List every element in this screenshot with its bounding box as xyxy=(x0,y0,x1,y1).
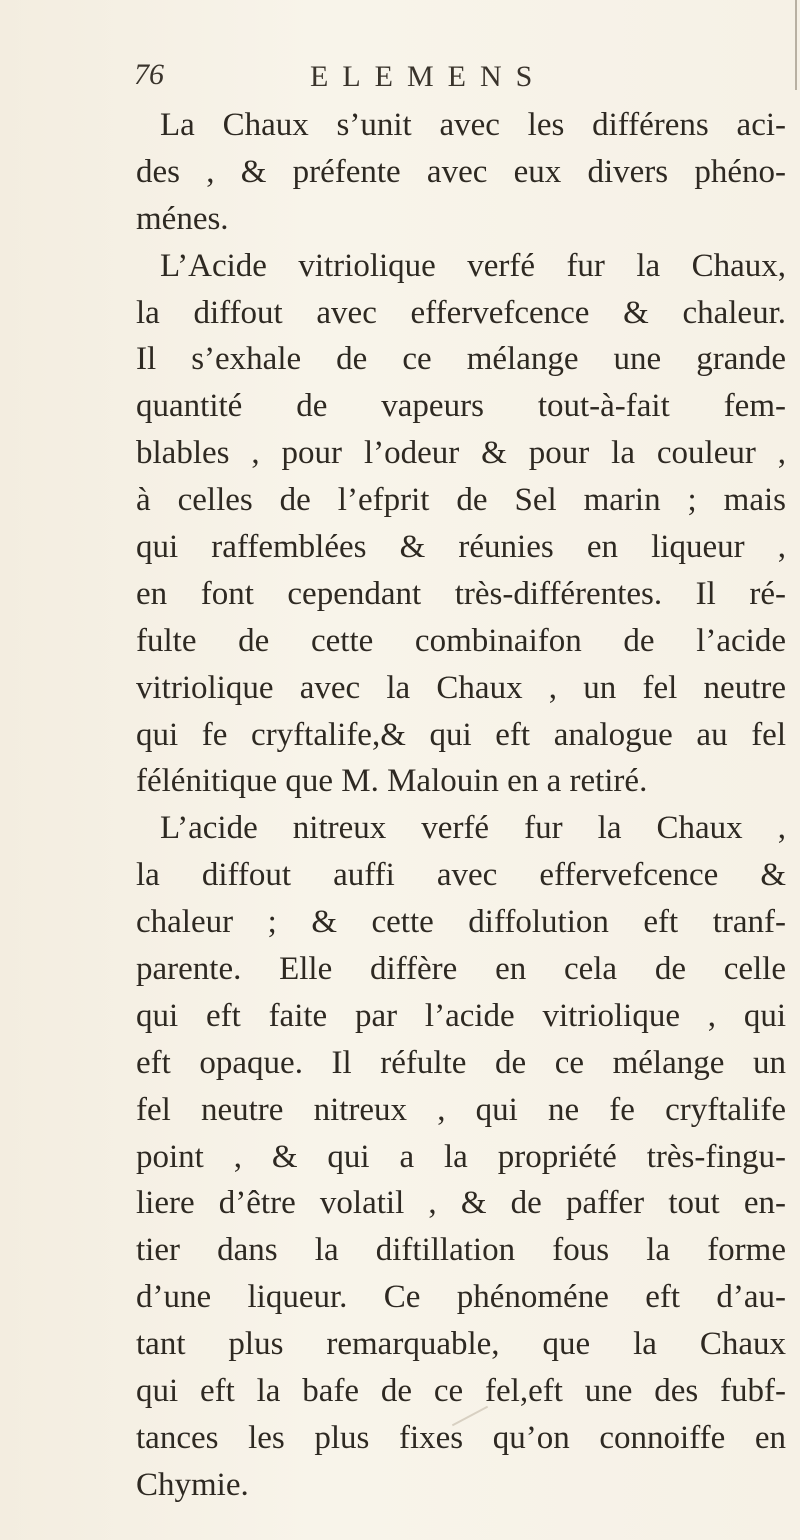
text-line: tances les plus fixes qu’on connoiffe en xyxy=(136,1419,786,1456)
text-line: qui raffemblées & réunies en liqueur , xyxy=(136,529,786,566)
text-line: des , & préfente avec eux divers phéno- xyxy=(136,153,786,190)
text-line: ménes. xyxy=(136,200,229,237)
page-edge-line xyxy=(795,0,797,90)
text-line: la diffout auffi avec effervefcence & xyxy=(136,857,786,894)
text-line: qui eft faite par l’acide vitriolique , qui xyxy=(136,997,786,1034)
text-line: tier dans la diftillation fous la forme xyxy=(136,1232,786,1269)
text-line: L’Acide vitriolique verfé fur la Chaux, xyxy=(160,247,786,284)
running-head xyxy=(110,58,670,98)
text-line: qui eft la bafe de ce fel,eft une des fubf- xyxy=(136,1373,786,1410)
text-line: La Chaux s’unit avec les différens aci- xyxy=(160,107,786,143)
text-line: Chymie. xyxy=(136,1466,249,1503)
text-line: vitriolique avec la Chaux , un fel neutre xyxy=(136,669,786,706)
text-line: parente. Elle diffère en cela de celle xyxy=(136,951,786,988)
page-number: 76 xyxy=(134,58,164,91)
text-line: d’une liqueur. Ce phénoméne eft d’au- xyxy=(136,1279,786,1316)
text-line: félénitique que M. Malouin en a retiré. xyxy=(136,763,648,800)
text-line: quantité de vapeurs tout-à-fait fem- xyxy=(136,388,786,425)
text-line: blables , pour l’odeur & pour la couleur , xyxy=(136,435,786,472)
text-line: Il s’exhale de ce mélange une grande xyxy=(136,341,786,378)
text-line: fulte de cette combinaifon de l’acide xyxy=(136,622,786,659)
text-line: point , & qui a la propriété très-fingu- xyxy=(136,1138,786,1175)
text-line: eft opaque. Il réfulte de ce mélange un xyxy=(136,1044,786,1081)
text-line: tant plus remarquable, que la Chaux xyxy=(136,1326,786,1363)
text-line: L’acide nitreux verfé fur la Chaux , xyxy=(160,810,786,847)
text-line: liere d’être volatil , & de paffer tout en- xyxy=(136,1185,786,1222)
body-text xyxy=(136,102,786,1509)
text-line: fel neutre nitreux , qui ne fe cryftalife xyxy=(136,1091,786,1128)
text-line: qui fe cryftalife,& qui eft analogue au fel xyxy=(136,716,786,753)
running-title: ELEMENS xyxy=(310,60,547,93)
text-line: en font cependant très-différentes. Il ré- xyxy=(136,575,786,612)
text-line: à celles de l’efprit de Sel marin ; mais xyxy=(136,482,786,519)
text-line: chaleur ; & cette diffolution eft tranf- xyxy=(136,904,786,941)
text-line: la diffout avec effervefcence & chaleur. xyxy=(136,294,786,331)
